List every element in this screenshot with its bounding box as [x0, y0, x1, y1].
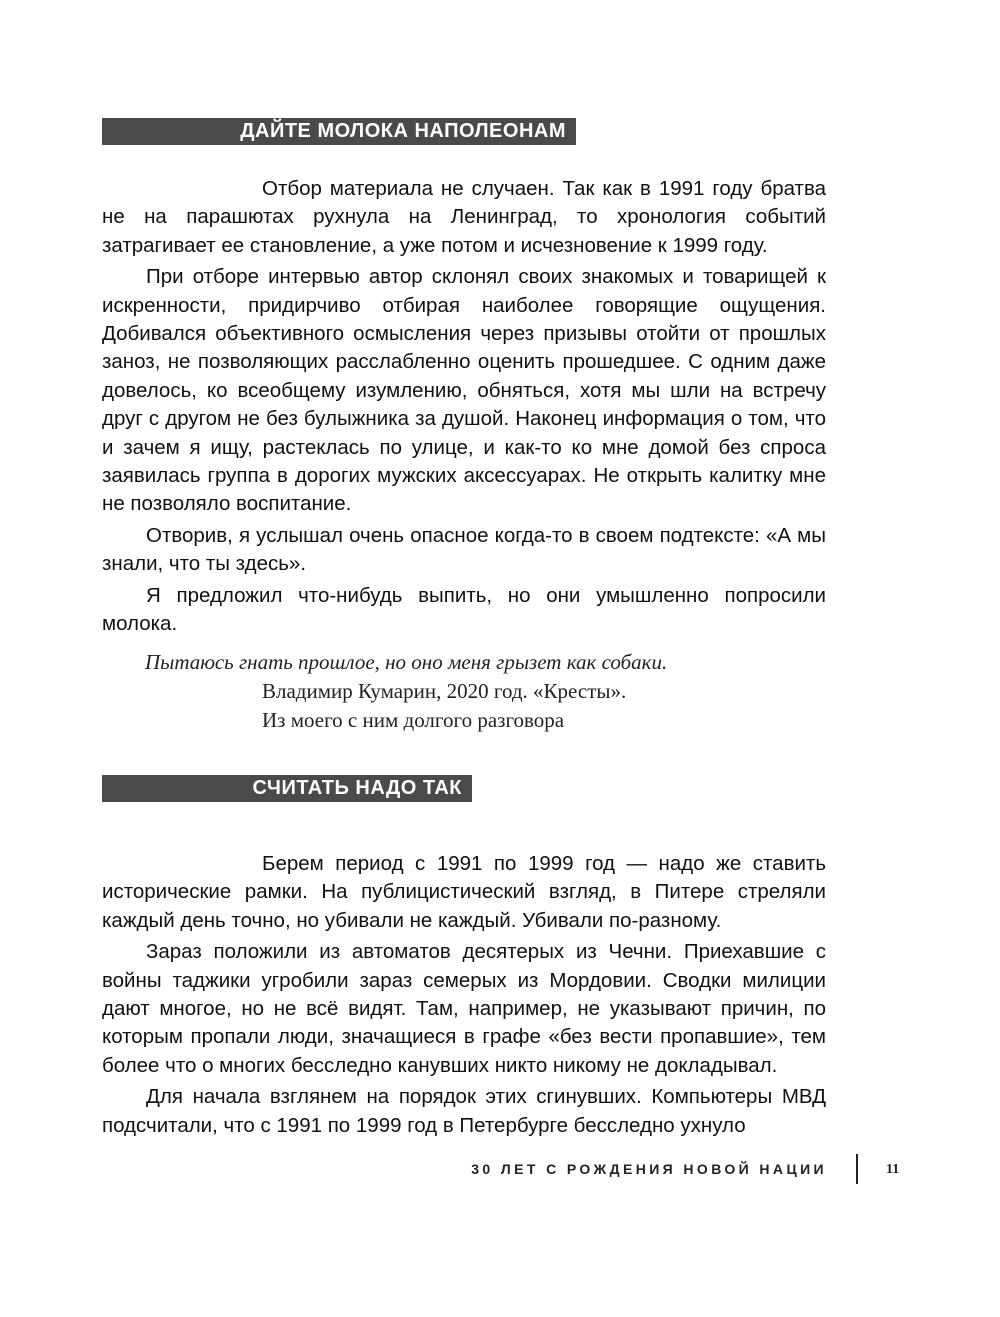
paragraph: Отбор материала не случаен. Так как в 1991 году братва не на парашютах рухнула на Ленинград, то хронология событий затрагивает ее становление, а уже потом и исчезновение к 1999 году.	[102, 177, 826, 257]
footer-divider	[856, 1154, 858, 1184]
epigraph	[145, 648, 667, 735]
epigraph-attribution-line-2: Из моего с ним долгого разговора	[262, 708, 565, 732]
paragraph: При отборе интервью автор склонял своих знакомых и товарищей к искренности, придирчиво отбирая наиболее говорящие ощущения. Добивался объективного осмысления через призывы отойти от прошлых заноз, не позволяющих расслабленно оценить прошедшее. С одним даже довелось, ко всеобщему изумлению, обняться, хотя мы шли на встречу друг с другом не без булыжника за душой. Наконец информация о том, что и зачем я ищу, растеклась по улице, и как-то ко мне домой без спроса заявилась группа в дорогих мужских аксессуарах. Не открыть калитку мне не позволяло воспитание.	[102, 265, 826, 516]
epigraph-quote: Пытаюсь гнать прошлое, но оно меня грызет как собаки.	[145, 650, 668, 674]
paragraph: Берем период с 1991 по 1999 год — надо же ставить исторические рамки. На публицистический взгляд, в Питере стреляли каждый день точно, но убивали не каждый. Убивали по-разному.	[102, 852, 826, 932]
section-heading-schitat-nado-tak: СЧИТАТЬ НАДО ТАК	[102, 775, 472, 802]
paragraph: Зараз положили из автоматов десятерых из Чечни. Приехавшие с войны таджики угробили зараз семерых из Мордовии. Сводки милиции дают многое, но не всё видят. Там, например, не указывают причин, по которым пропали люди, значащиеся в графе «без вести пропавшие», тем более что о многих бесследно канувших никто никому не докладывал.	[102, 940, 826, 1077]
epigraph-attribution-line-1: Владимир Кумарин, 2020 год. «Кресты».	[262, 679, 627, 703]
page-number: 11	[886, 1162, 900, 1177]
paragraph: Для начала взглянем на порядок этих сгинувших. Компьютеры МВД подсчитали, что с 1991 по 1999 год в Петербурге бесследно ухнуло	[102, 1085, 826, 1137]
section-2-body	[102, 850, 826, 1143]
section-1-body	[102, 175, 826, 642]
section-heading-dayte-moloka: ДАЙТЕ МОЛОКА НАПОЛЕОНАМ	[102, 118, 576, 145]
running-footer-title: 30 ЛЕТ С РОЖДЕНИЯ НОВОЙ НАЦИИ	[471, 1161, 827, 1177]
paragraph: Я предложил что-нибудь выпить, но они умышленно попросили молока.	[102, 583, 826, 636]
paragraph: Отворив, я услышал очень опасное когда-то в своем подтексте: «А мы знали, что ты здесь».	[102, 523, 826, 576]
